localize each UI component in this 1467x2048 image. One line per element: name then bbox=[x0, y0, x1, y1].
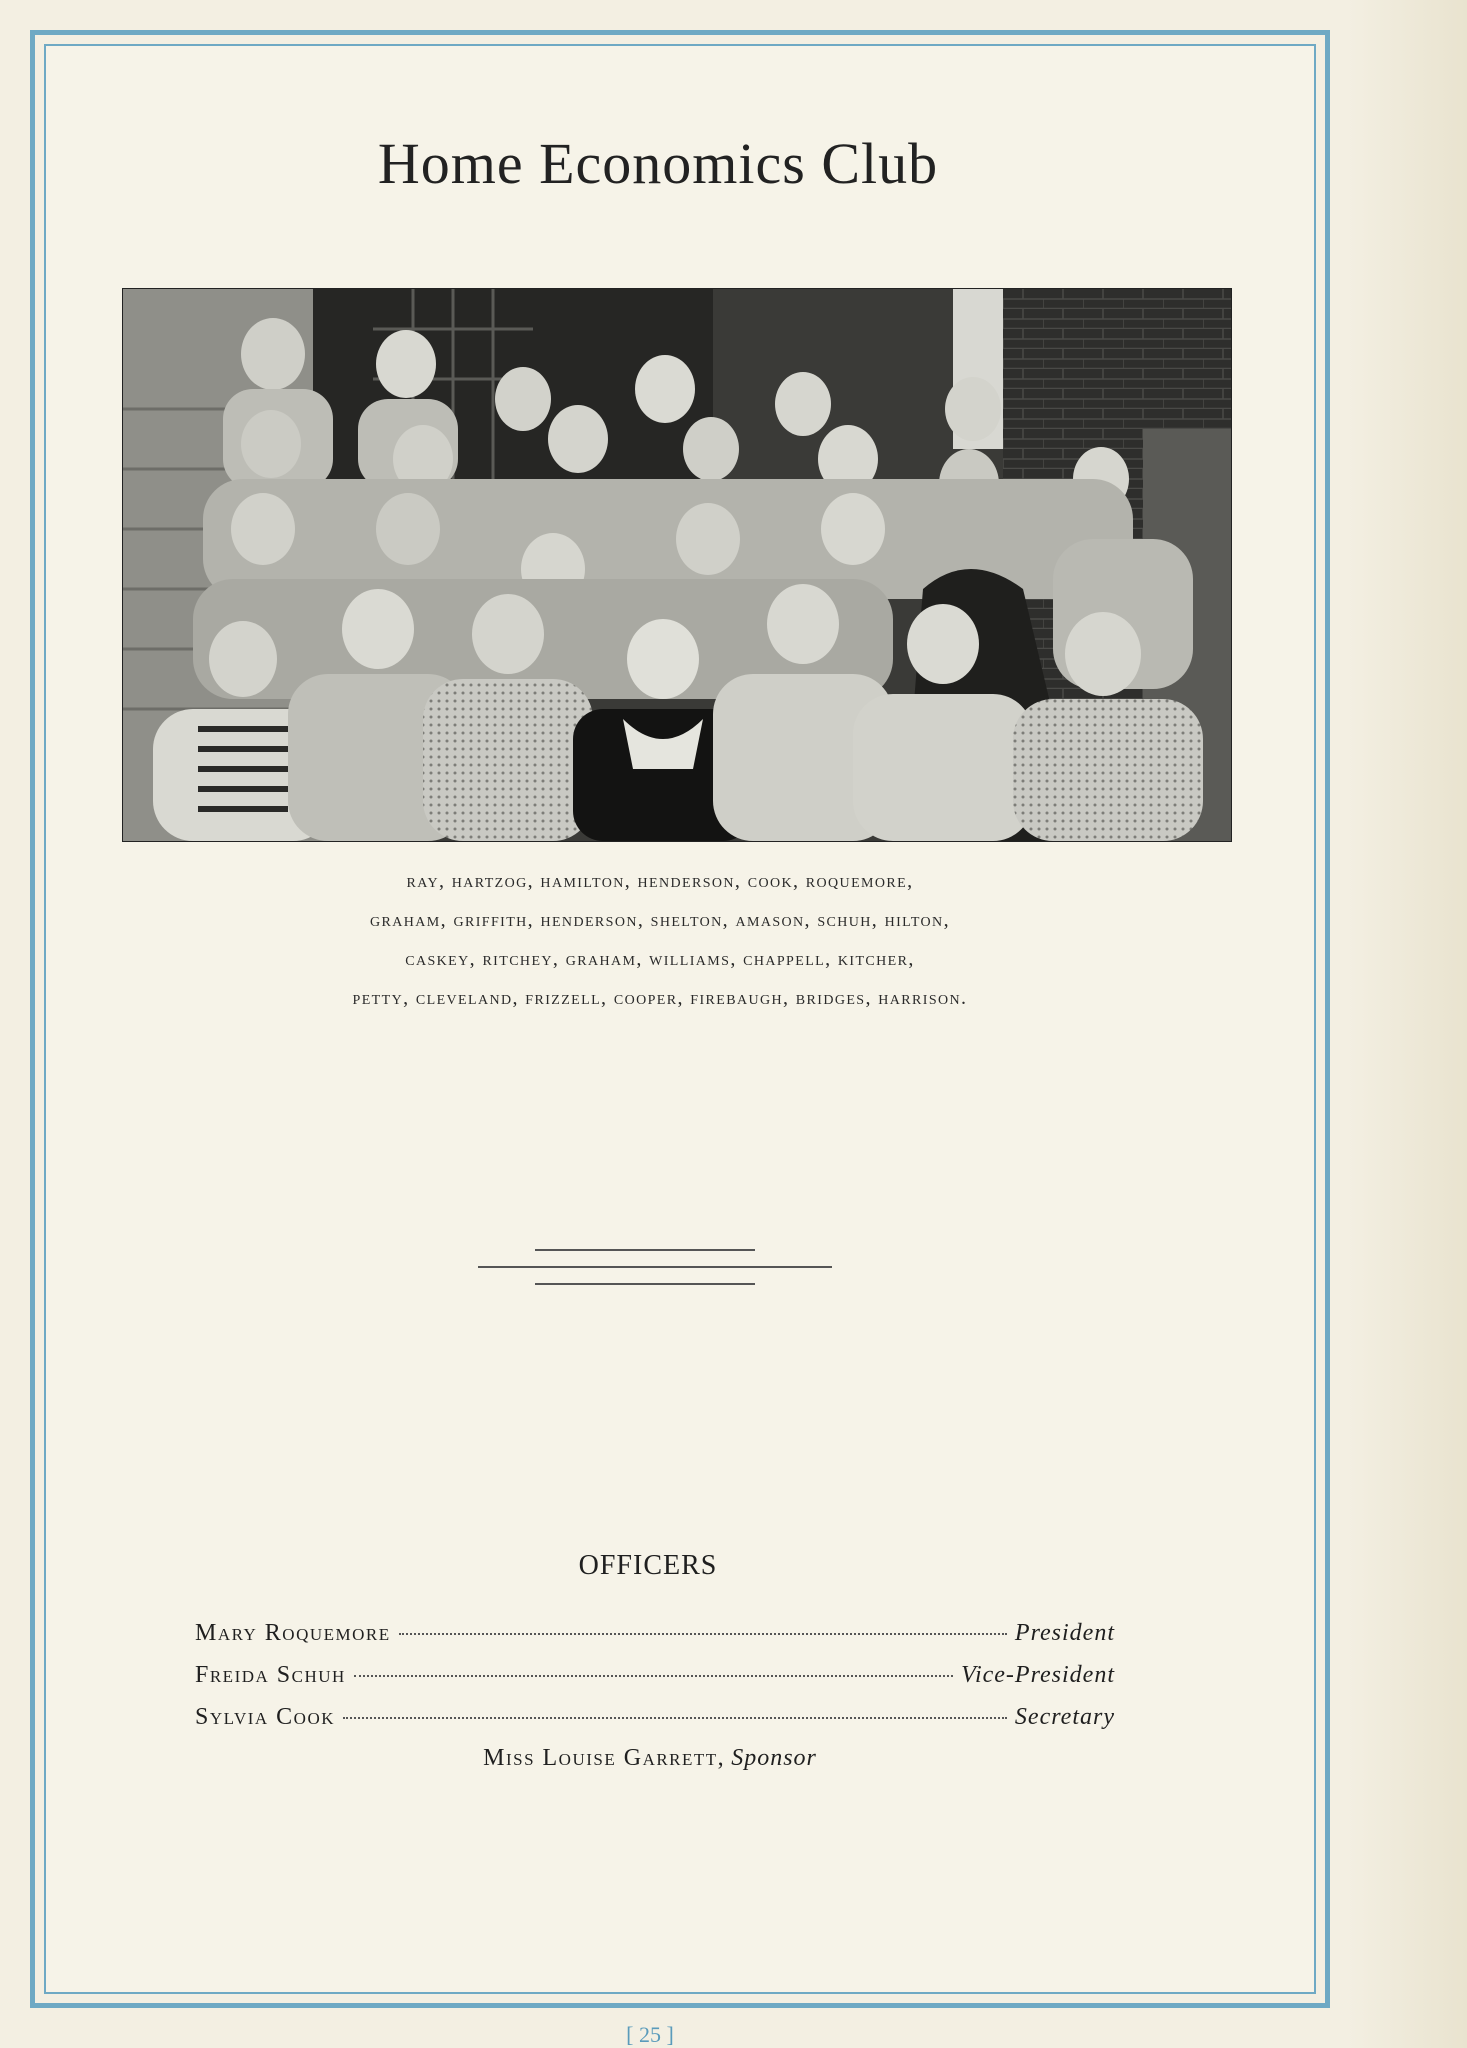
caption-line: graham, griffith, henderson, shelton, amason, schuh, hilton, bbox=[370, 909, 950, 931]
officer-name: Mary Roquemore bbox=[195, 1620, 391, 1646]
leader-dots bbox=[399, 1633, 1007, 1635]
sponsor-name: Miss Louise Garrett, bbox=[483, 1745, 726, 1771]
sponsor-role: Sponsor bbox=[731, 1745, 817, 1771]
caption-line: petty, cleveland, frizzell, cooper, firebaugh, bridges, harrison. bbox=[352, 987, 968, 1009]
photo-caption bbox=[140, 862, 1180, 1018]
caption-line: ray, hartzog, hamilton, henderson, cook, roquemore, bbox=[406, 870, 914, 892]
page-title: Home Economics Club bbox=[377, 131, 939, 196]
leader-dots bbox=[354, 1675, 953, 1677]
group-photo bbox=[122, 288, 1232, 842]
officer-role: President bbox=[1014, 1620, 1115, 1646]
officer-row bbox=[195, 1704, 1115, 1742]
caption-line: caskey, ritchey, graham, williams, chappell, kitcher, bbox=[405, 948, 915, 970]
divider-ornament bbox=[470, 1245, 840, 1290]
officer-name: Freida Schuh bbox=[195, 1662, 346, 1688]
officer-role: Vice-President bbox=[961, 1662, 1115, 1688]
page-number: [ 25 ] bbox=[626, 2022, 674, 2047]
sponsor-line bbox=[0, 1745, 1300, 1772]
officer-row bbox=[195, 1620, 1115, 1658]
leader-dots bbox=[343, 1717, 1007, 1719]
officer-name: Sylvia Cook bbox=[195, 1704, 336, 1730]
group-photo-image bbox=[123, 289, 1231, 841]
officer-row bbox=[195, 1662, 1115, 1700]
officers-heading: OFFICERS bbox=[578, 1550, 718, 1581]
officer-role: Secretary bbox=[1014, 1704, 1115, 1730]
page-edge-shadow bbox=[1347, 0, 1467, 2048]
